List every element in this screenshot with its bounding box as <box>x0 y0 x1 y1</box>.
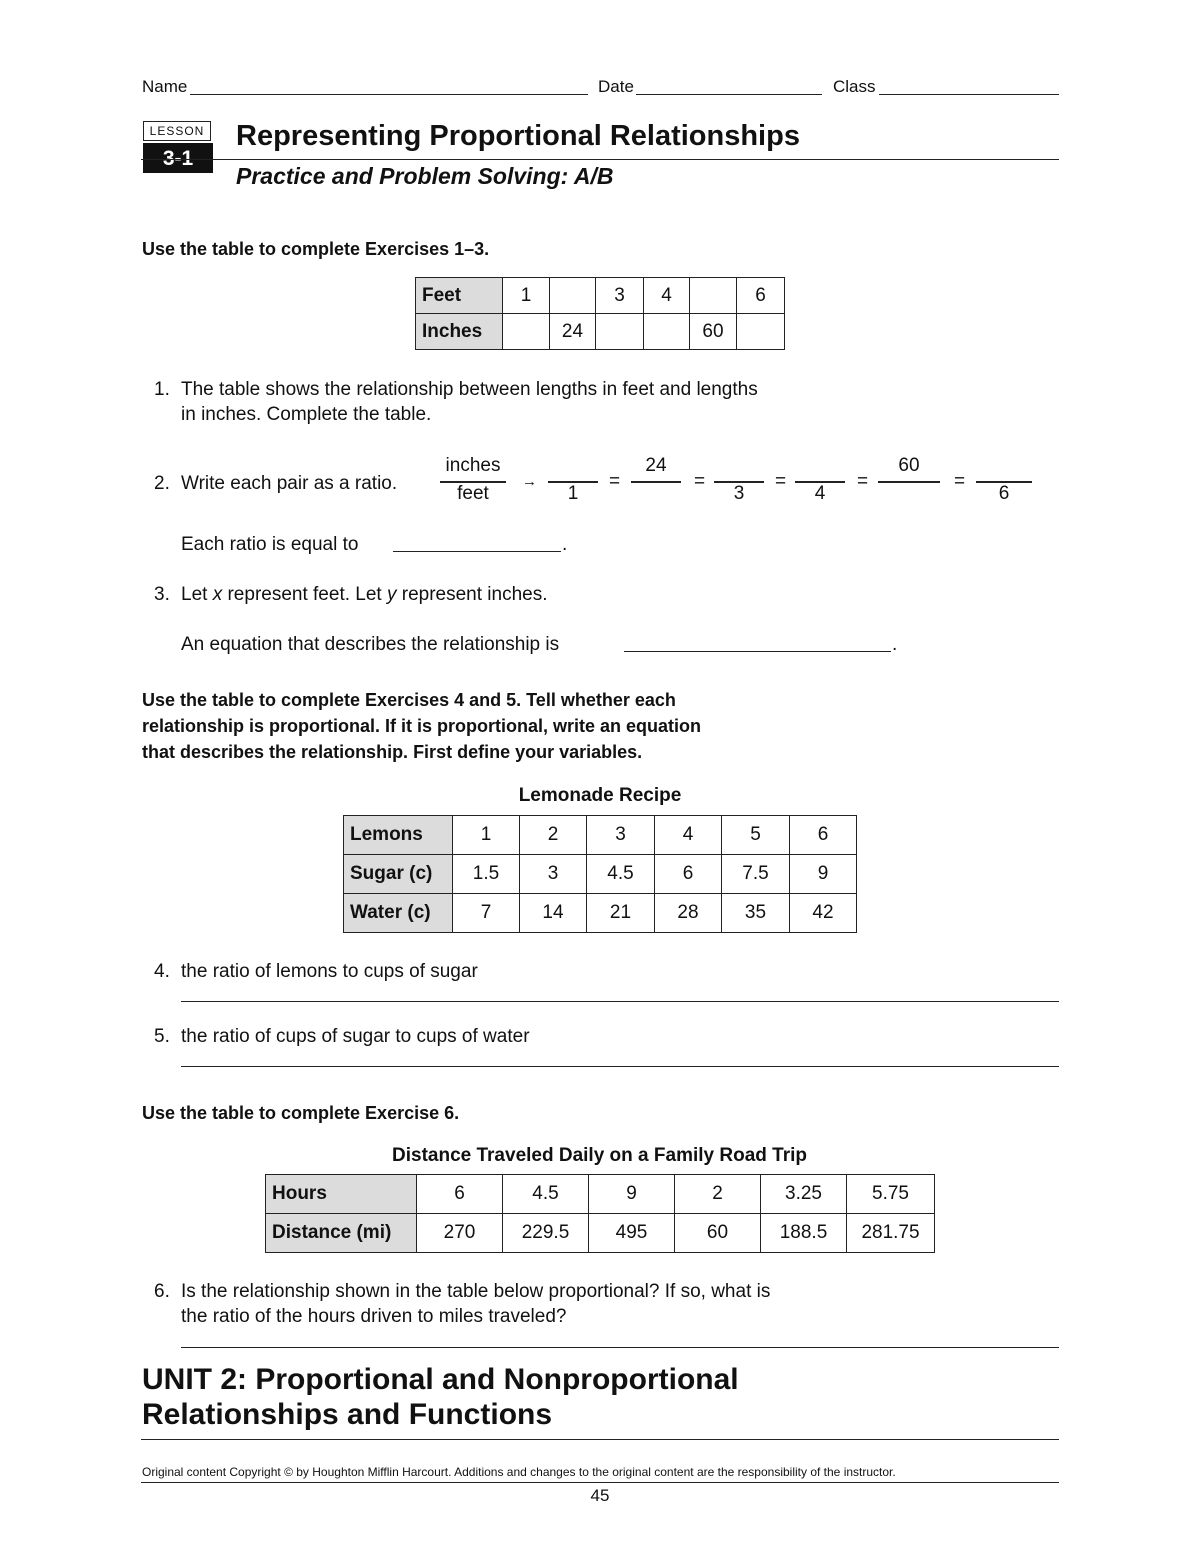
table-cell: 9 <box>589 1175 675 1214</box>
q1-text-line1: The table shows the relationship between lengths in feet and lengths <box>181 379 758 400</box>
row-header: Water (c) <box>344 894 453 933</box>
table-cell: 7 <box>453 894 520 933</box>
road-trip-table-caption: Distance Traveled Daily on a Family Road Trip <box>392 1145 807 1166</box>
table-cell: 281.75 <box>847 1214 935 1253</box>
q4-answer-line[interactable] <box>181 1001 1059 1002</box>
date-label: Date <box>598 77 634 96</box>
unit-title-line2: Relationships and Functions <box>142 1398 553 1431</box>
table-cell: 42 <box>790 894 857 933</box>
road-trip-table <box>265 1174 935 1253</box>
date-blank[interactable] <box>636 94 822 95</box>
section2-instruction-line1: Use the table to complete Exercises 4 and 5. Tell whether each <box>142 690 676 710</box>
section1-instruction: Use the table to complete Exercises 1–3. <box>142 239 490 259</box>
table-row <box>416 278 785 314</box>
table-row <box>266 1214 935 1253</box>
table-cell[interactable] <box>644 314 690 350</box>
q3-equation-text: An equation that describes the relationship is <box>181 634 560 655</box>
table-cell[interactable] <box>503 314 550 350</box>
q6-answer-line[interactable] <box>181 1347 1059 1348</box>
table-cell: 60 <box>675 1214 761 1253</box>
class-blank[interactable] <box>879 94 1059 95</box>
unit-rule <box>141 1439 1059 1440</box>
table-cell: 9 <box>790 855 857 894</box>
fraction-4-denominator: 4 <box>814 483 826 504</box>
equals-sign: = <box>775 471 787 492</box>
table-cell[interactable] <box>596 314 644 350</box>
copyright-notice: Original content Copyright © by Houghton Mifflin Harcourt. Additions and changes to the original content are the responsibility of the instructor. <box>142 1465 896 1479</box>
q3-period: . <box>892 634 898 655</box>
q3-number: 3. <box>154 584 170 605</box>
table-cell: 3 <box>596 278 644 314</box>
table-cell: 6 <box>790 816 857 855</box>
q3-text-b: represent feet. Let <box>222 584 387 605</box>
variable-x: x <box>212 584 223 605</box>
q6-number: 6. <box>154 1281 170 1302</box>
table-cell: 21 <box>587 894 655 933</box>
q2-each-ratio-text: Each ratio is equal to <box>181 534 359 555</box>
table-cell: 4 <box>644 278 690 314</box>
table-cell: 229.5 <box>503 1214 589 1253</box>
table-cell: 1 <box>453 816 520 855</box>
q1-text-line2: in inches. Complete the table. <box>181 404 432 425</box>
section2-instruction-line3: that describes the relationship. First define your variables. <box>142 742 643 762</box>
unit-title <box>142 1362 739 1432</box>
fraction-2-bar <box>631 481 681 483</box>
equals-sign: = <box>857 471 869 492</box>
q1-number: 1. <box>154 379 170 400</box>
q3-text <box>181 582 548 608</box>
q4-number: 4. <box>154 961 170 982</box>
table-cell: 5.75 <box>847 1175 935 1214</box>
table-row <box>266 1175 935 1214</box>
table-cell: 28 <box>655 894 722 933</box>
equals-sign: = <box>694 471 706 492</box>
fraction-6-denominator: 6 <box>998 483 1010 504</box>
table-cell: 1.5 <box>453 855 520 894</box>
table-cell[interactable] <box>550 278 596 314</box>
lesson-badge-label: LESSON <box>143 121 211 141</box>
q5-number: 5. <box>154 1026 170 1047</box>
table-cell: 6 <box>417 1175 503 1214</box>
equals-sign: = <box>609 471 621 492</box>
table-cell: 2 <box>520 816 587 855</box>
q2-number: 2. <box>154 473 170 494</box>
q3-text-a: Let <box>181 584 213 605</box>
table-cell: 4.5 <box>587 855 655 894</box>
q2-period: . <box>562 534 568 555</box>
q6-text-line2: the ratio of the hours driven to miles traveled? <box>181 1306 567 1327</box>
q5-answer-line[interactable] <box>181 1066 1059 1067</box>
q4-text: the ratio of lemons to cups of sugar <box>181 961 478 982</box>
fraction-5-bar <box>878 481 940 483</box>
q3-answer-blank[interactable] <box>624 651 891 652</box>
table-row <box>416 314 785 350</box>
table-cell: 3.25 <box>761 1175 847 1214</box>
lemonade-table-caption: Lemonade Recipe <box>518 785 682 806</box>
equals-sign: = <box>954 471 966 492</box>
table-row <box>344 816 857 855</box>
class-label: Class <box>833 77 876 96</box>
page-title: Representing Proportional Relationships <box>236 120 800 152</box>
table-cell: 5 <box>722 816 790 855</box>
table-cell: 270 <box>417 1214 503 1253</box>
table-cell: 60 <box>690 314 737 350</box>
table-cell: 2 <box>675 1175 761 1214</box>
row-header: Distance (mi) <box>266 1214 417 1253</box>
name-label: Name <box>142 77 188 96</box>
fraction-5-numerator: 60 <box>898 455 920 476</box>
table-cell: 6 <box>737 278 785 314</box>
table-cell: 24 <box>550 314 596 350</box>
table-cell: 4.5 <box>503 1175 589 1214</box>
table-cell: 14 <box>520 894 587 933</box>
table-cell[interactable] <box>690 278 737 314</box>
q3-text-c: represent inches. <box>396 584 548 605</box>
table-cell: 1 <box>503 278 550 314</box>
table-row <box>344 894 857 933</box>
section2-instruction-line2: relationship is proportional. If it is proportional, write an equation <box>142 716 702 736</box>
q2-text: Write each pair as a ratio. <box>181 473 398 494</box>
table-cell: 35 <box>722 894 790 933</box>
table-cell: 6 <box>655 855 722 894</box>
row-header: Feet <box>416 278 503 314</box>
table-cell: 3 <box>520 855 587 894</box>
page-number: 45 <box>590 1486 610 1505</box>
fraction-1-denominator: 1 <box>567 483 579 504</box>
unit-title-line1: UNIT 2: Proportional and Nonproportional <box>142 1363 739 1396</box>
name-blank[interactable] <box>190 94 588 95</box>
q6-text-line1: Is the relationship shown in the table below proportional? If so, what is <box>181 1281 771 1302</box>
table-cell: 7.5 <box>722 855 790 894</box>
fraction-2-numerator: 24 <box>645 455 667 476</box>
ratio-label-numerator: inches <box>445 455 501 476</box>
row-header: Sugar (c) <box>344 855 453 894</box>
table-cell[interactable] <box>737 314 785 350</box>
table-row <box>344 855 857 894</box>
table-cell: 188.5 <box>761 1214 847 1253</box>
table-cell: 3 <box>587 816 655 855</box>
q2-answer-blank[interactable] <box>393 551 561 552</box>
row-header: Inches <box>416 314 503 350</box>
table-cell: 495 <box>589 1214 675 1253</box>
arrow-icon: → <box>522 473 537 490</box>
q5-text: the ratio of cups of sugar to cups of water <box>181 1026 530 1047</box>
footer-rule <box>141 1482 1059 1483</box>
section3-instruction: Use the table to complete Exercise 6. <box>142 1103 460 1123</box>
page-subtitle: Practice and Problem Solving: A/B <box>236 163 614 189</box>
row-header: Lemons <box>344 816 453 855</box>
fraction-3-denominator: 3 <box>733 483 745 504</box>
title-rule <box>141 159 1059 160</box>
ratio-label-denominator: feet <box>457 483 489 504</box>
row-header: Hours <box>266 1175 417 1214</box>
feet-inches-table <box>415 277 785 350</box>
table-cell: 4 <box>655 816 722 855</box>
lemonade-recipe-table <box>343 815 857 933</box>
lesson-number-badge: 3-1 <box>143 143 213 173</box>
variable-y: y <box>386 584 397 605</box>
